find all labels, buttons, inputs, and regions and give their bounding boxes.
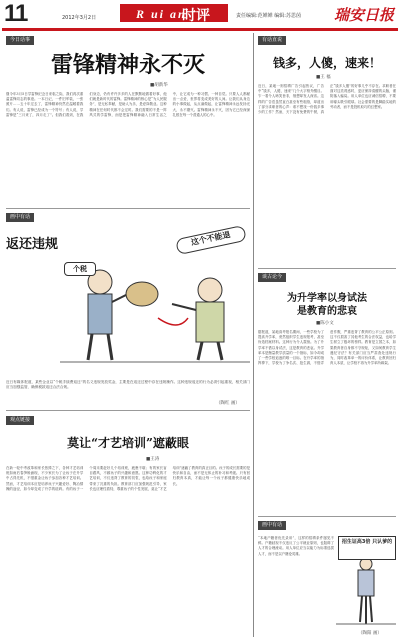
byline: ■王涛 <box>146 457 160 462</box>
section-tag: 观点链接 <box>6 416 34 425</box>
separator <box>258 516 396 517</box>
section-tag: 画中有话 <box>258 521 286 530</box>
cartoon-credit: （陶阳 画） <box>358 631 382 636</box>
cartoon-credit: （陶红 画） <box>216 401 240 406</box>
section-tag: 画中有话 <box>6 213 34 222</box>
headline-talent-training: 莫让“才艺培训”遮蔽眼 <box>67 436 189 450</box>
page-number: 11 <box>4 0 28 27</box>
byline: ■王 福 <box>316 75 331 80</box>
speech-bubble: 这个不能退 <box>175 225 247 255</box>
article-body: “本地户籍者优先录用”，这样的招聘条件屡见不鲜。户籍歧视不仅违反了公平就业原则，也阻碍了人才的合理流动。用人单位应当以能力为标准选拔人才，而不是以户籍论英雄。 <box>258 536 334 556</box>
cartoon-caption: 近日有媒体报道，某些企业以“个税手续费返还”的名义违规发放奖金，主要是在返还过程中存在违规操作。这种违规返还的行为必须引起重视，相关部门应当加强监管，确保税款返还合法合规。 <box>6 380 250 389</box>
section-tag: 有话直说 <box>258 36 286 45</box>
column-divider <box>253 33 254 637</box>
section-title: 时评 <box>182 8 210 24</box>
bag-label: 个税 <box>64 262 96 276</box>
article-body: 在新一轮中考改革和家长热捧之下，各种才艺培训班如雨后春笋般涌现，不少家长为了让孩子在升学中占得先机，不惜重金让孩子参加各种才艺培训。然而，才艺培训本应是培养孩子兴趣爱好、陶冶情操的途径，如今却变成了升学的砝码。有的孩子一个周末要赶好几个培训班，疲惫不堪；有的家长盲目跟风，不顾孩子的兴趣和意愿。这种功利化的才艺培训，不仅违背了教育的初衷，也给孩子和家庭带来了沉重的负担。教育部门应加强规范引导，家长也应理性看待，尊重孩子的个性发展，莫让“才艺培训”遮蔽了教育的真正目的。孩子的成长需要的是快乐和自由，而不是无休止的补习和考级。只有回归教育本真，才能让每一个孩子都健康快乐地成长。 <box>6 466 250 491</box>
headline-education-line2: 是教育的悲哀 <box>297 306 357 317</box>
byline: ■陈小文 <box>316 321 334 326</box>
separator <box>6 410 250 411</box>
page-header <box>2 2 398 31</box>
section-banner <box>120 4 228 22</box>
section-tag: 今日话事 <box>6 36 34 45</box>
section-tag: 谈古论今 <box>258 273 286 282</box>
section-latin: R ui an <box>136 7 187 21</box>
editor-credits: 责任编辑:范婵婵 编辑:苏思茵 <box>236 13 301 19</box>
cartoon-sign: 招生证高3倍 只认爹的 <box>338 536 396 560</box>
issue-date: 2012年3月2日 <box>62 15 97 21</box>
article-body: 据报道，某地高考报名期间，一些学校为了提高升学率，竟然组织学生违规报考，甚至伪造档案材料。这种行为令人震惊。为了升学率不惜以身试法，这是教育的悲哀。升学率本是衡量教学质量的一个指标，如今却成了一些学校追逐的唯一目标。在升学率的指挥棒下，学校为了争名次、抢生源，不惜弄虚作假，严重违背了教育的公平公正原则。这不仅损害了其他考生的合法权益，也给学生树立了极坏的榜样。教育是立国之本，如果教育者自身都不守规矩，又如何教育学生遵纪守法？有关部门应当严肃查处违规行为，同时改革单一的评价体系，让教育回归育人本质，让学校不再为升学率所绑架。 <box>258 330 396 366</box>
separator <box>6 208 250 209</box>
headline-cartoon: 返还违规 <box>6 237 59 252</box>
article-body: 近日，某地一则招聘广告引起热议，广告中“钱多，人傻，速来”几个大字格外醒目。乍一看令人啼笑皆非，细想却发人深省。这样的广告语虽然直白甚至有些粗俗，却道出了部分求职者的心声：谁不想找一份钱多事少的工作？然而，天下没有免费的午餐，真正“钱多人傻”的好事几乎不存在。求职者在面对这类诱惑时，更应保持清醒的头脑，谨防落入骗局。用人单位也应诚信招聘，不要用噱头吸引眼球。社会需要的是脚踏实地的劳动者，而不是投机取巧的幻想家。 <box>258 84 396 115</box>
separator <box>258 268 396 269</box>
headline-money: 钱多，人傻，速来！ <box>272 56 381 70</box>
headline-education-line1: 为升学率以身试法 <box>287 293 367 304</box>
newspaper-logo: 瑞安日报 <box>333 6 394 24</box>
article-body: 继今年3月5日学雷锋纪念日来临之际，我们再次重温雷锋同志的事迹。一本日记，一件旧军装，一张照片……五十年过去了，雷锋精神仍然在温暖着我们。有人说，雷锋已经成为一个符号；有人说，学雷锋是“三月来了，四月走了”。但我们看到，在我们身边，仍有许许多多的人在默默地做着好事，他们就是新时代的雷锋。雷锋精神的核心是“为人民服务”，是无私奉献，是助人为乐，是爱岗敬业。这种精神在任何时代都不会过时。我们需要的不是一阵风式的学雷锋，而是把雷锋精神融入日常生活之中，让它成为一种习惯、一种自觉。只要人人都献出一点爱，世界将变成美好的人间。让我们从身边的小事做起，从点滴做起，让雷锋精神永远发扬光大，永不磨灭。雷锋精神永不灭，因为它已经深深扎根在每一个普通人的心中。 <box>6 92 250 117</box>
byline: ■胡新华 <box>150 83 168 88</box>
headline-leifeng: 雷锋精神永不灭 <box>50 52 205 78</box>
